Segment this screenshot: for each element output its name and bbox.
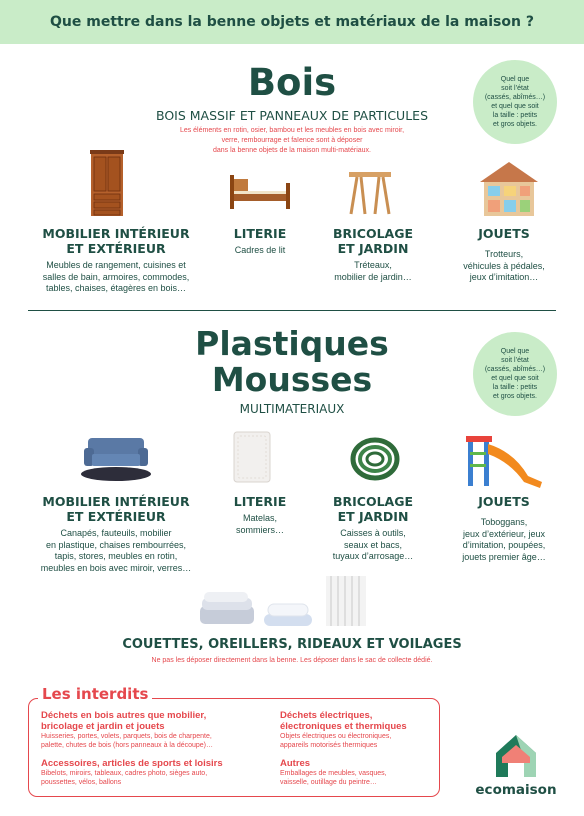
description-line: seaux et bacs,	[343, 539, 403, 550]
category-description: Cadres de lit	[234, 245, 286, 255]
category-title: JOUETS	[478, 226, 530, 241]
category-title: BRICOLAGE	[332, 226, 414, 241]
section-title-plastiques: Plastiques	[195, 324, 389, 363]
category-description	[210, 513, 310, 536]
slide-image	[454, 432, 546, 490]
interdit-heading: Déchets électriques,	[280, 710, 373, 721]
bubble-line: et gros objets.	[493, 393, 537, 400]
bubble-line: (cassés, abîmés…)	[484, 366, 546, 373]
category-title: ET EXTÉRIEUR	[66, 241, 166, 256]
interdit-heading: Autres	[280, 758, 311, 769]
bubble-line: Quel que	[500, 348, 530, 355]
category-title: ET JARDIN	[337, 509, 409, 524]
plastiques-category-literie	[210, 494, 310, 536]
bubble-line: et quel que soit	[491, 375, 539, 382]
bois-note-line: verre, rembourrage et faïence sont à déposer	[221, 137, 363, 144]
interdit-description: vaisselle, outillage du peintre…	[280, 779, 377, 786]
bois-note-line: dans la benne objets de la maison multi-matériaux.	[213, 147, 371, 154]
info-bubble-plastiques	[473, 332, 557, 416]
bois-category-literie	[210, 226, 310, 257]
description-line: d’imitation, poupées,	[462, 540, 546, 550]
couettes-note: Ne pas les déposer directement dans la benne. Les déposer dans le sac de collecte dédié.	[151, 657, 433, 664]
description-line: sommiers…	[235, 524, 284, 535]
interdit-heading: Accessoires, articles de sports et loisirs	[41, 758, 223, 769]
interdit-description: palette, chutes de bois (hors panneaux à la découpe)…	[41, 742, 214, 749]
bois-note-line: Les éléments en rotin, osier, bambou et les meubles en bois avec miroir,	[179, 127, 405, 134]
interdit-heading: bricolage et jardin et jouets	[41, 721, 165, 732]
dollhouse-image	[476, 160, 542, 218]
description-line: en plastique, chaises rembourrées,	[45, 539, 187, 550]
sofa-image	[80, 432, 152, 482]
category-title: JOUETS	[478, 494, 530, 509]
curtain-image	[326, 576, 366, 626]
interdit-item-electriques	[280, 710, 436, 750]
plastiques-category-mobilier	[18, 494, 214, 574]
interdit-description: Objets électriques ou électroniques,	[280, 733, 392, 740]
header-banner	[0, 0, 584, 44]
category-description	[444, 249, 564, 284]
description-line: Matelas,	[242, 513, 277, 523]
interdit-description: Emballages de meubles, vasques,	[280, 770, 387, 777]
description-line: jeux d’extérieur, jeux	[462, 528, 546, 539]
description-line: Toboggans,	[480, 517, 528, 527]
category-description	[444, 517, 564, 563]
description-line: jeux d’imitation…	[469, 272, 539, 282]
description-line: Meubles de rangement, cuisines et	[46, 260, 186, 270]
category-description	[18, 260, 214, 295]
plastiques-category-jouets	[444, 494, 564, 563]
description-line: véhicules à pédales,	[463, 260, 545, 271]
bois-category-jouets	[444, 226, 564, 284]
section-title-bois: Bois	[247, 61, 337, 104]
ecomaison-logo-icon	[494, 733, 538, 779]
interdit-description: poussettes, vélos, ballons	[41, 779, 122, 786]
bois-category-bricolage	[316, 226, 430, 283]
description-line: Trotteurs,	[484, 249, 524, 259]
bubble-line: et quel que soit	[491, 103, 539, 110]
category-title: ET EXTÉRIEUR	[66, 509, 166, 524]
pillows-image	[262, 602, 314, 628]
bois-category-mobilier	[18, 226, 214, 295]
mattress-image	[232, 430, 272, 484]
category-description	[316, 528, 430, 563]
wardrobe-image	[88, 150, 126, 218]
category-title: MOBILIER INTÉRIEUR	[42, 226, 190, 241]
info-bubble-bois	[473, 60, 557, 144]
sawhorse-image	[347, 168, 393, 216]
bubble-line: soit l’état	[501, 85, 529, 92]
bubble-line: la taille : petits	[492, 384, 538, 391]
interdit-heading: Déchets en bois autres que mobilier,	[41, 710, 207, 721]
description-line: tapis, stores, meubles en rotin,	[54, 551, 178, 561]
bubble-line: Quel que	[500, 76, 530, 83]
garden-hose-image	[350, 436, 400, 482]
interdit-item-accessoires	[41, 758, 277, 787]
category-title: BRICOLAGE	[332, 494, 414, 509]
interdit-item-autres	[280, 758, 436, 787]
wooden-bed-image	[228, 175, 292, 211]
category-title: MOBILIER INTÉRIEUR	[42, 494, 190, 509]
description-line: Canapés, fauteuils, mobilier	[60, 528, 172, 538]
category-title: LITERIE	[233, 494, 287, 509]
category-description	[18, 528, 214, 574]
interdit-description: Bibelots, miroirs, tableaux, cadres photo, sièges auto,	[41, 770, 208, 777]
description-line: Caisses à outils,	[340, 528, 406, 538]
bubble-line: (cassés, abîmés…)	[484, 94, 546, 101]
ecomaison-logo-text: ecomaison	[475, 782, 557, 798]
bubble-line: soit l’état	[501, 357, 529, 364]
bubble-line: la taille : petits	[492, 112, 538, 119]
interdit-heading: électroniques et thermiques	[280, 721, 407, 732]
bois-note	[112, 126, 472, 156]
banner-title: Que mettre dans la benne objets et matériaux de la maison ?	[50, 14, 534, 30]
category-title: LITERIE	[233, 226, 287, 241]
category-description	[316, 260, 430, 283]
interdit-description: Huisseries, portes, volets, parquets, bois de charpente,	[41, 733, 212, 740]
duvet-image	[198, 590, 256, 626]
description-line: tuyaux d’arrosage…	[332, 551, 414, 561]
interdits-title: Les interdits	[38, 685, 152, 703]
interdit-item-bois	[41, 710, 273, 750]
description-line: Tréteaux,	[354, 260, 392, 270]
bubble-line: et gros objets.	[493, 121, 537, 128]
description-line: tables, chaises, étagères en bois…	[45, 283, 187, 293]
category-title: ET JARDIN	[337, 241, 409, 256]
section-title-mousses: Mousses	[211, 360, 373, 399]
plastiques-category-bricolage	[316, 494, 430, 563]
description-line: meubles en bois avec miroir, verres…	[40, 562, 192, 573]
interdit-description: appareils motorisés thermiques	[280, 742, 378, 749]
section-divider	[28, 310, 556, 311]
section-subtitle-plastiques: MULTIMATERIAUX	[239, 402, 345, 416]
description-line: mobilier de jardin…	[334, 271, 412, 282]
couettes-title: COUETTES, OREILLERS, RIDEAUX ET VOILAGES	[122, 637, 462, 652]
description-line: salles de bain, armoires, commodes,	[42, 271, 190, 282]
description-line: jouets premier âge…	[462, 551, 546, 562]
section-subtitle-bois: BOIS MASSIF ET PANNEAUX DE PARTICULES	[155, 108, 429, 123]
